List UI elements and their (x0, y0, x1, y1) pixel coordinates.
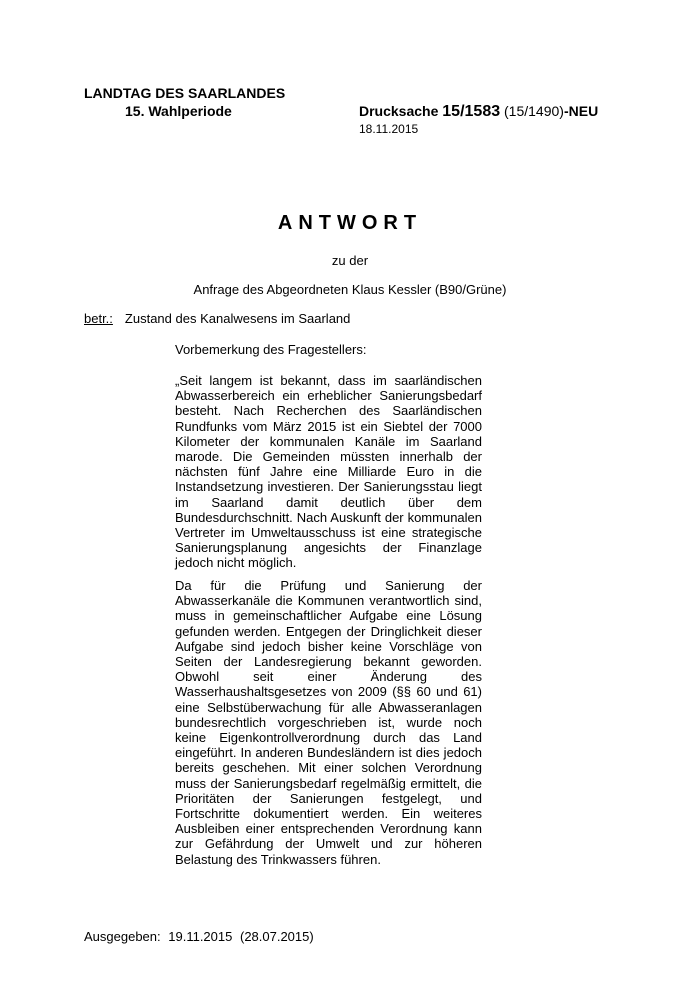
parliament-name: LANDTAG DES SAARLANDES (84, 85, 286, 101)
doc-ref: (15/1490) (504, 103, 564, 119)
header-left (84, 84, 285, 120)
body-paragraph: „Seit langem ist bekannt, dass im saarländischen Abwasserbereich ein erheblicher Sanierungsbedarf besteht. Nach Recherchen des Saarländischen Rundfunks vom März 2015 ist ein Siebtel der 7000 Kilometer der kommunalen Kanäle im Saarland marode. Die Gemeinden müssten innerhalb der nächsten fünf Jahre eine Milliarde Euro in die Instandsetzung investieren. Der Sanierungsstau liegt im Saarland damit deutlich über dem Bundesdurchschnitt. Nach Auskunft der kommunalen Vertreter im Umweltausschuss ist eine strategische Sanierungsplanung angesichts der Finanzlage jedoch nicht möglich. (175, 373, 482, 571)
issue-footer (84, 929, 314, 944)
paragraph-2 (175, 578, 482, 867)
paragraph-1 (175, 373, 482, 571)
subject-text: Zustand des Kanalwesens im Saarland (124, 311, 351, 326)
original-date: (28.07.2015) (239, 929, 314, 944)
doc-label: Drucksache (359, 103, 439, 119)
document-date: 18.11.2015 (359, 122, 419, 136)
inquiry-line: Anfrage des Abgeordneten Klaus Kessler (B90/Grüne) (193, 282, 507, 297)
issued-label: Ausgegeben: (84, 929, 161, 944)
preface-heading: Vorbemerkung des Fragestellers: (175, 342, 367, 357)
subject-line (84, 311, 350, 326)
body-paragraph: Da für die Prüfung und Sanierung der Abwasserkanäle die Kommunen verantwortlich sind, muss in gemeinschaftlicher Aufgabe eine Lösung gefunden werden. Entgegen der Dringlichkeit dieser Aufgabe sind jedoch bisher keine Vorschläge von Seiten der Landesregierung bekannt geworden. Obwohl seit einer Änderung des Wasserhaushaltsgesetzes von 2009 (§§ 60 und 61) eine Selbstüberwachung für alle Abwasseranlagen bundesrechtlich vorgeschrieben ist, wurde noch keine Eigenkontrollverordnung durch das Land eingeführt. In anderen Bundesländern ist dies jedoch bereits geschehen. Mit einer solchen Verordnung muss der Sanierungsbedarf regelmäßig ermittelt, die Prioritäten der Sanierungen festgelegt, und Fortschritte dokumentiert werden. Ein weiteres Ausbleiben einer entsprechenden Verordnung kann zur Gefährdung der Umwelt und zur höheren Belastung des Trinkwassers führen. (175, 578, 482, 867)
document-reference (359, 102, 598, 121)
legislative-period: 15. Wahlperiode (125, 103, 232, 119)
header-right (359, 102, 598, 137)
subtitle: zu der (331, 253, 369, 268)
doc-suffix: -NEU (563, 103, 599, 119)
issued-date: 19.11.2015 (168, 929, 233, 944)
document-title: ANTWORT (277, 212, 423, 234)
subject-label: betr.: (84, 311, 113, 326)
doc-number: 15/1583 (442, 103, 501, 120)
